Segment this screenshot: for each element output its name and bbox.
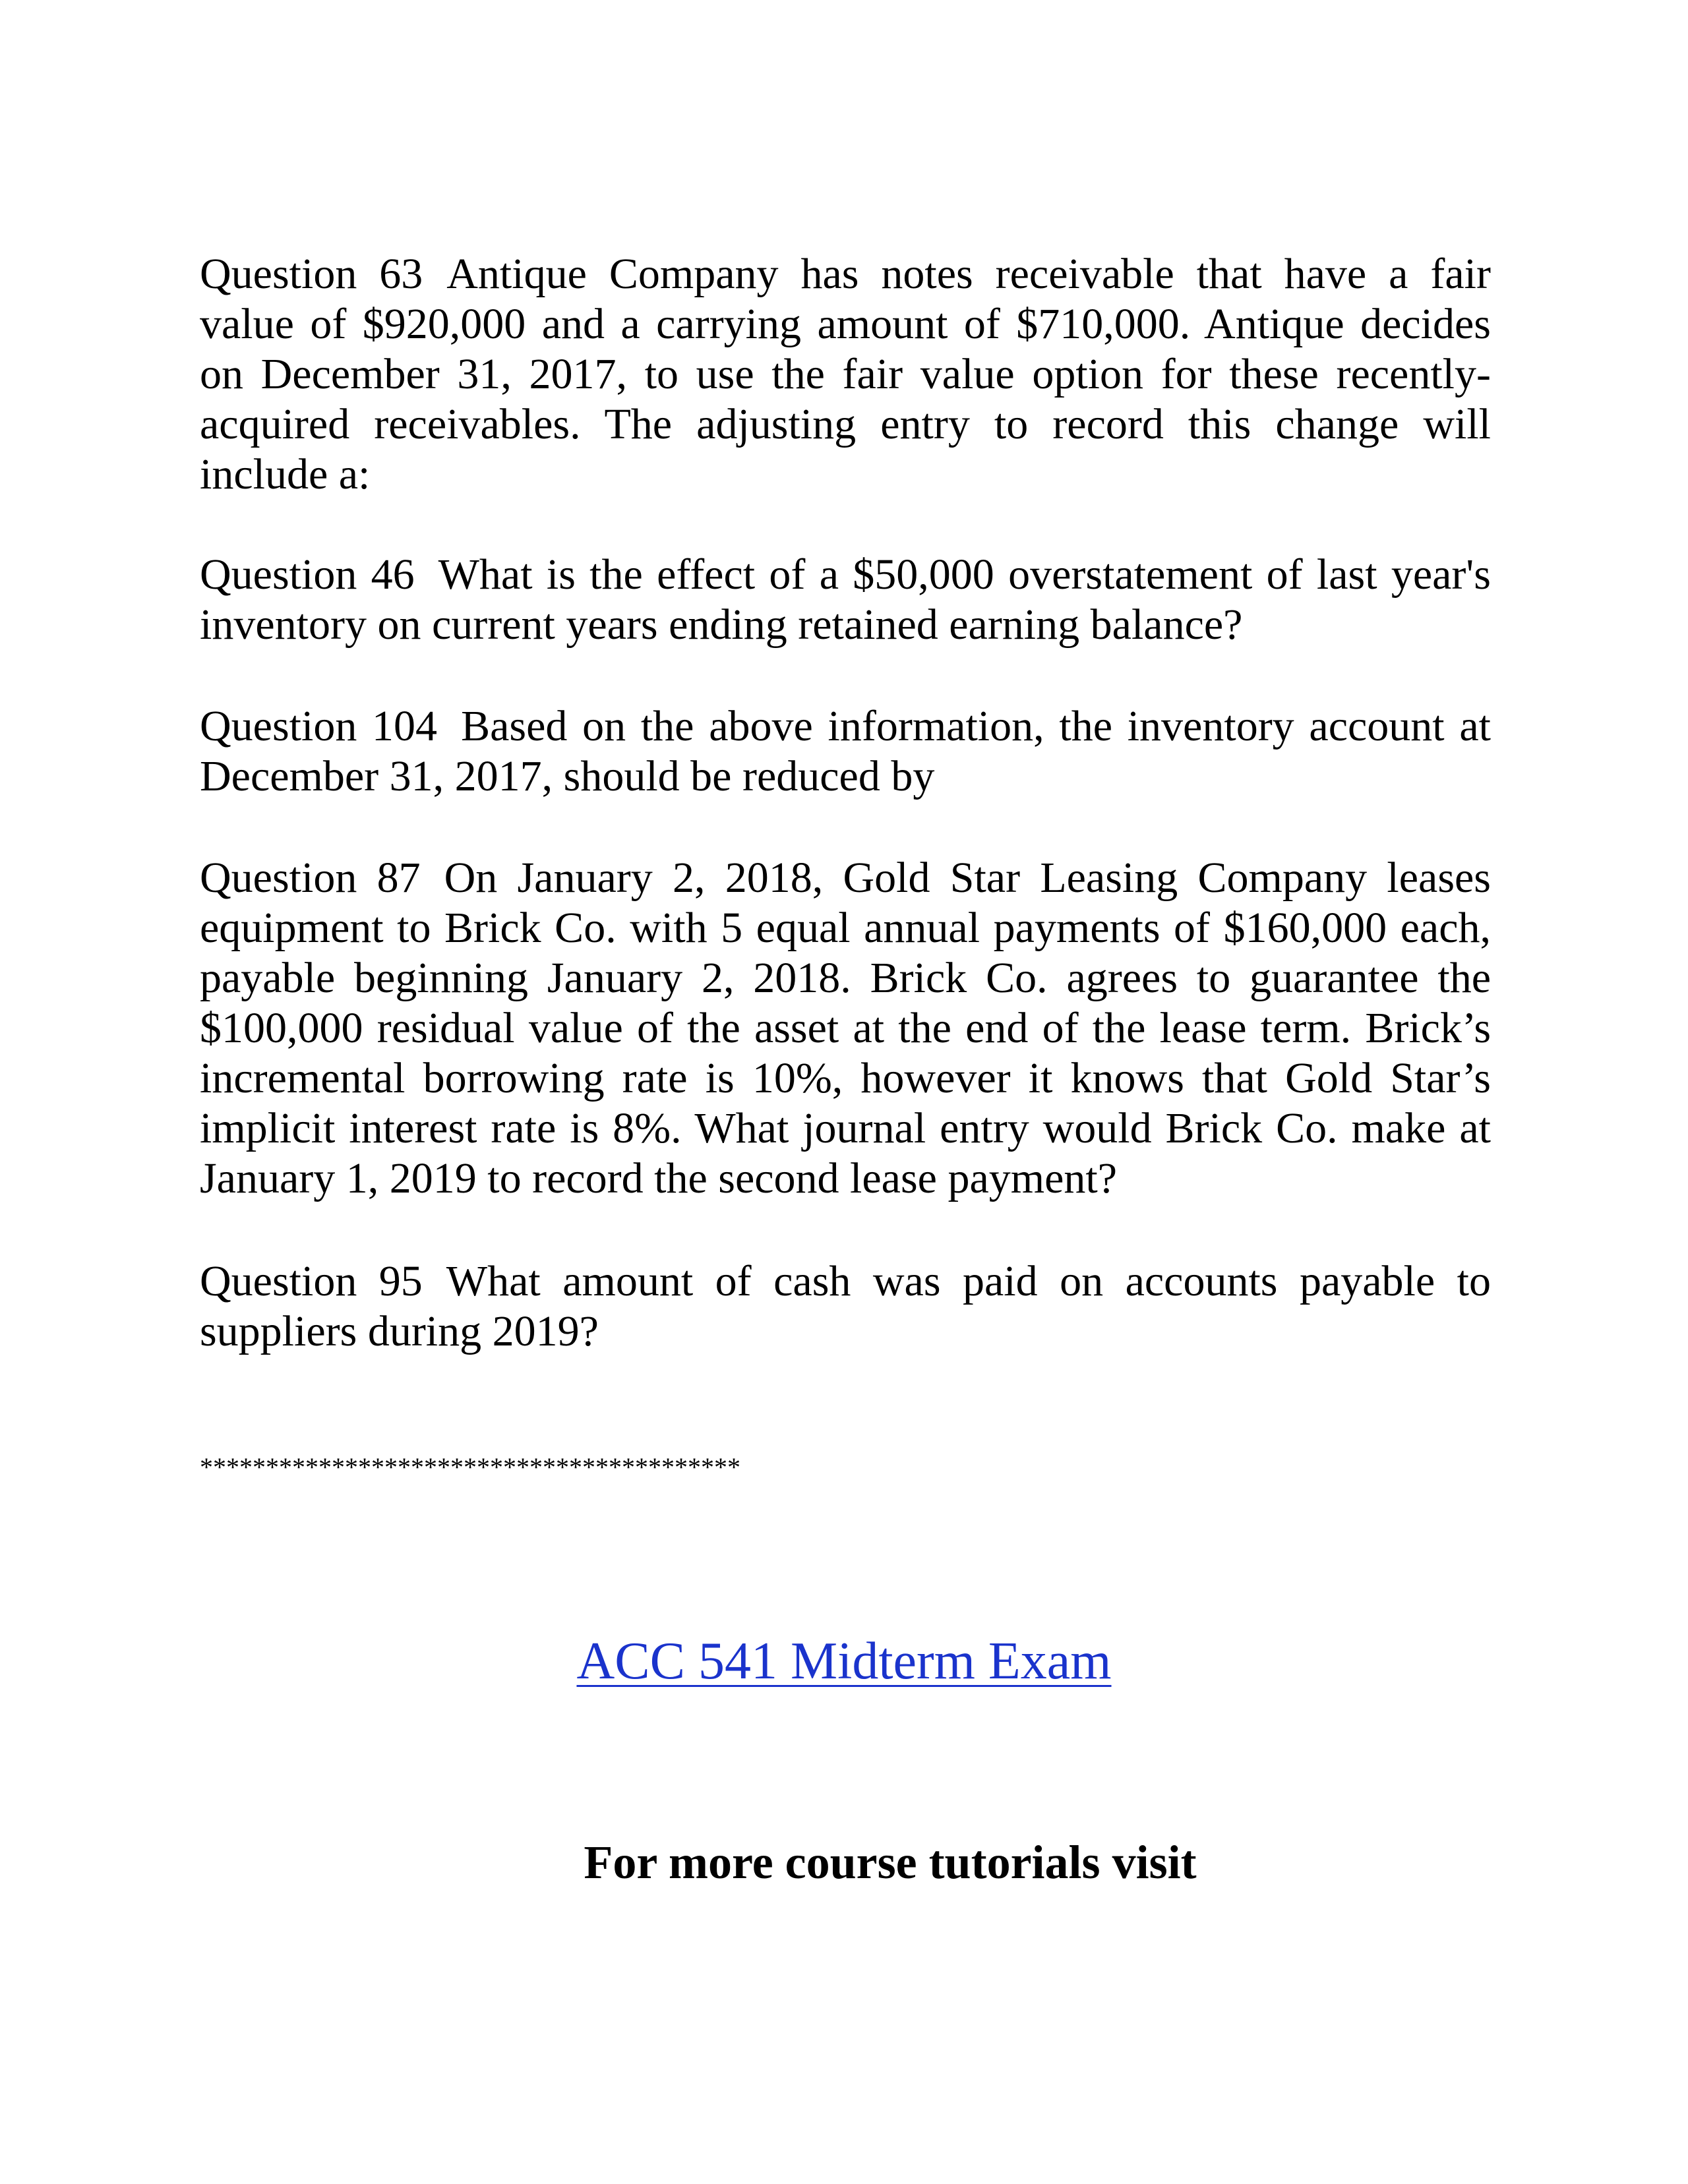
question-text: What is the effect of a $50,000 overstatement of last year's inventory on current years ending retained earning balance?	[200, 550, 1491, 649]
question-label: Question 46	[200, 550, 415, 599]
question-text: Antique Company has notes receivable that have a fair value of $920,000 and a carrying amount of $710,000. Antique decides on December 31, 2017, to use the fair value option for these recently-acquired receivables. The adjusting entry to record this change will include a:	[200, 250, 1491, 498]
question-63	[200, 249, 1491, 500]
question-87	[200, 853, 1491, 1204]
question-text: Based on the above information, the inventory account at December 31, 2017, should be reduced by	[200, 702, 1491, 800]
tutorials-note: For more course tutorials visit	[584, 1836, 1197, 1889]
question-text: On January 2, 2018, Gold Star Leasing Company leases equipment to Brick Co. with 5 equal annual payments of $160,000 each, payable beginning January 2, 2018. Brick Co. agrees to guarantee the $100,000 residual value of the asset at the end of the lease term. Brick’s incremental borrowing rate is 10%, however it knows that Gold Star’s implicit interest rate is 8%. What journal entry would Brick Co. make at January 1, 2019 to record the second lease payment?	[200, 854, 1491, 1202]
question-label: Question 63	[200, 250, 423, 298]
question-text: What amount of cash was paid on accounts payable to suppliers during 2019?	[200, 1257, 1491, 1355]
question-label: Question 95	[200, 1257, 423, 1305]
question-46	[200, 550, 1491, 650]
course-link[interactable]: ACC 541 Midterm Exam	[576, 1632, 1112, 1690]
question-95	[200, 1256, 1491, 1357]
asterisk-separator: *****************************************	[200, 1452, 740, 1482]
question-label: Question 87	[200, 854, 421, 902]
question-label: Question 104	[200, 702, 438, 750]
question-104	[200, 701, 1491, 802]
